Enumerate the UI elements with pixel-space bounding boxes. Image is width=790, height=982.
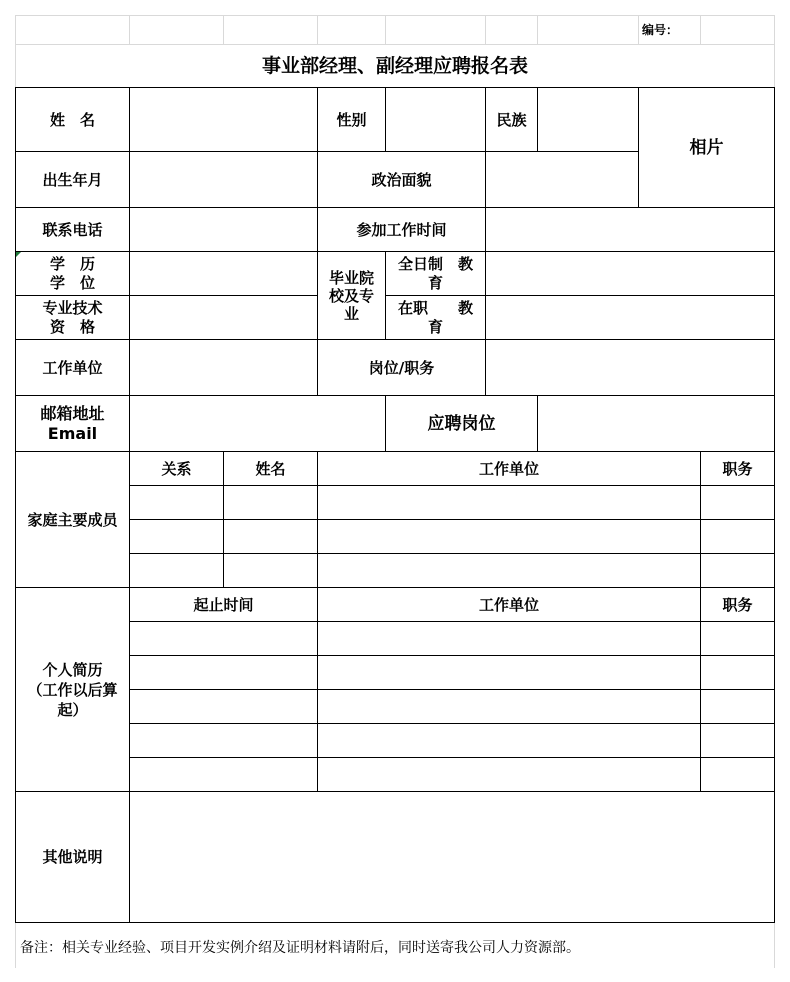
resume-header-duty: 职务	[722, 595, 753, 614]
apply-post-label: 应聘岗位	[427, 413, 496, 434]
tech-title-value[interactable]	[130, 296, 317, 339]
other-value[interactable]	[130, 792, 774, 922]
table-row[interactable]	[130, 554, 774, 587]
family-header-employer: 工作单位	[478, 459, 539, 478]
family-header-duty: 职务	[722, 459, 753, 478]
school-major-label: 毕业院 校及专 业	[328, 268, 374, 323]
email-label: 邮箱地址 Email	[40, 403, 105, 443]
table-row[interactable]	[130, 656, 774, 689]
position-value[interactable]	[486, 340, 774, 395]
education-label: 学 历 学 位	[49, 254, 95, 292]
ethnicity-value[interactable]	[538, 88, 638, 151]
gridline	[700, 15, 701, 45]
table-row[interactable]	[130, 758, 774, 791]
gender-value[interactable]	[386, 88, 485, 151]
political-label: 政治面貌	[371, 170, 432, 189]
resume-label: 个人简历 （工作以后算 起）	[27, 660, 118, 719]
gridline	[129, 15, 130, 45]
family-header-name: 姓名	[255, 459, 286, 478]
gender-label: 性别	[336, 110, 367, 129]
footer-note: 备注：相关专业经验、项目开发实例介绍及证明材料请附后，同时送寄我公司人力资源部。	[20, 940, 580, 956]
gridline	[774, 15, 775, 45]
gridline	[774, 923, 775, 968]
gridline	[15, 923, 16, 968]
gridline	[485, 15, 486, 45]
onjob-edu-label: 在职 教 育	[397, 298, 473, 336]
table-row[interactable]	[130, 520, 774, 553]
employer-label: 工作单位	[42, 358, 103, 377]
gridline	[317, 15, 318, 45]
table-row[interactable]	[130, 690, 774, 723]
serial-number-label: 编号：	[642, 23, 679, 37]
table-row[interactable]	[130, 622, 774, 655]
gridline	[537, 15, 538, 45]
table-row[interactable]	[130, 724, 774, 757]
birth-label: 出生年月	[42, 170, 103, 189]
tech-title-label: 专业技术 资 格	[42, 298, 103, 336]
border-line	[774, 87, 775, 923]
onjob-edu-value[interactable]	[486, 296, 774, 339]
gridline	[223, 15, 224, 45]
position-label: 岗位/职务	[368, 358, 435, 377]
family-label: 家庭主要成员	[27, 510, 118, 529]
birth-value[interactable]	[130, 152, 317, 207]
ethnicity-label: 民族	[496, 110, 527, 129]
email-value[interactable]	[130, 396, 385, 451]
gridline	[774, 45, 775, 87]
fulltime-edu-value[interactable]	[486, 252, 774, 295]
fulltime-edu-label: 全日制 教 育	[397, 254, 473, 292]
employer-value[interactable]	[130, 340, 317, 395]
name-label: 姓 名	[49, 110, 95, 129]
resume-header-employer: 工作单位	[478, 595, 539, 614]
phone-value[interactable]	[130, 208, 317, 251]
apply-post-value[interactable]	[538, 396, 774, 451]
education-value[interactable]	[130, 252, 317, 295]
resume-header-period: 起止时间	[193, 595, 254, 614]
table-row[interactable]	[130, 486, 774, 519]
gridline	[385, 15, 386, 45]
gridline	[15, 15, 16, 45]
name-value[interactable]	[130, 88, 317, 151]
form-title: 事业部经理、副经理应聘报名表	[261, 55, 528, 77]
work-start-label: 参加工作时间	[356, 220, 447, 239]
photo-placeholder[interactable]: 相片	[689, 137, 724, 158]
other-label: 其他说明	[42, 848, 103, 866]
work-start-value[interactable]	[486, 208, 774, 251]
family-header-relation: 关系	[161, 459, 192, 478]
phone-label: 联系电话	[42, 220, 103, 239]
political-value[interactable]	[486, 152, 638, 207]
